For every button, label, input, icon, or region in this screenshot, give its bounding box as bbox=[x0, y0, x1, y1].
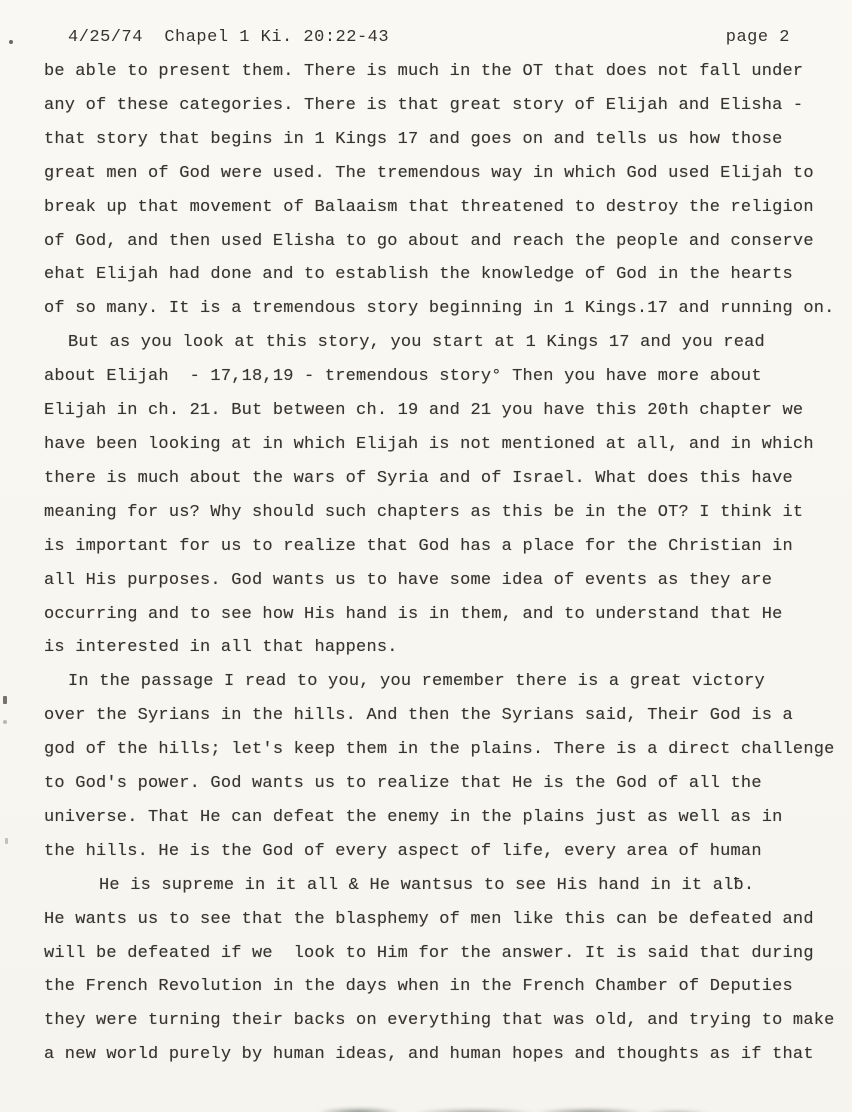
page-number: page 2 bbox=[725, 28, 790, 47]
text-line: they were turning their backs on everything that was old, and trying to make bbox=[44, 1011, 835, 1031]
text-line: all His purposes. God wants us to have some idea of events as they are bbox=[44, 570, 773, 590]
text-line: there is much about the wars of Syria and of Israel. What does this have bbox=[44, 468, 793, 488]
stray-ink-dot bbox=[9, 40, 13, 44]
text-line: great men of God were used. The tremendous way in which God used Elijah to bbox=[44, 163, 814, 183]
text-line: the French Revolution in the days when in the French Chamber of Deputies bbox=[44, 977, 793, 997]
text-line: a new world purely by human ideas, and human hopes and thoughts as if that bbox=[44, 1045, 814, 1065]
text-line: He wants us to see that the blasphemy of men like this can be defeated and bbox=[44, 909, 814, 929]
text-line: of God, and then used Elisha to go about and reach the people and conserve bbox=[44, 231, 814, 251]
text-line: will be defeated if we look to Him for the answer. It is said that during bbox=[44, 943, 814, 963]
text-line: have been looking at in which Elijah is not mentioned at all, and in which bbox=[44, 434, 814, 454]
text-line: is important for us to realize that God has a place for the Christian in bbox=[44, 536, 793, 556]
text-line: meaning for us? Why should such chapters as this be in the OT? I think it bbox=[44, 502, 804, 522]
text-line: to God's power. God wants us to realize that He is the God of all the bbox=[44, 774, 762, 794]
margin-ink-tick bbox=[3, 696, 7, 704]
text-line: that story that begins in 1 Kings 17 and goes on and tells us how those bbox=[44, 129, 783, 149]
text-line: break up that movement of Balaaism that threatened to destroy the religion bbox=[44, 197, 814, 217]
margin-ink-dot bbox=[3, 720, 7, 724]
page-header bbox=[68, 28, 790, 47]
text-line: is interested in all that happens. bbox=[44, 638, 398, 658]
scan-smudge bbox=[282, 1100, 710, 1112]
text-line-paragraph-start: He is supreme in it all & He wantsus to see His hand in it alƀ. bbox=[99, 875, 755, 895]
text-line: any of these categories. There is that great story of Elijah and Elisha - bbox=[44, 95, 804, 115]
text-line: be able to present them. There is much in the OT that does not fall under bbox=[44, 62, 804, 81]
header-date-title: 4/25/74 Chapel 1 Ki. 20:22-43 bbox=[68, 28, 390, 47]
document-body bbox=[44, 55, 844, 1072]
text-line: of so many. It is a tremendous story beginning in 1 Kings.17 and running on. bbox=[44, 299, 835, 319]
margin-ink-tick-2 bbox=[5, 838, 8, 844]
text-line: over the Syrians in the hills. And then the Syrians said, Their God is a bbox=[44, 706, 793, 726]
text-line: the hills. He is the God of every aspect of life, every area of human bbox=[44, 841, 762, 861]
text-line: ehat Elijah had done and to establish the knowledge of God in the hearts bbox=[44, 265, 793, 285]
text-line: about Elijah - 17,18,19 - tremendous story° Then you have more about bbox=[44, 367, 762, 387]
text-line: Elijah in ch. 21. But between ch. 19 and 21 you have this 20th chapter we bbox=[44, 401, 804, 421]
text-line: occurring and to see how His hand is in them, and to understand that He bbox=[44, 604, 783, 624]
text-line: universe. That He can defeat the enemy in the plains just as well as in bbox=[44, 807, 783, 827]
text-line: god of the hills; let's keep them in the plains. There is a direct challenge bbox=[44, 740, 835, 760]
text-line-paragraph-start: In the passage I read to you, you remember there is a great victory bbox=[68, 672, 765, 692]
text-line-paragraph-start: But as you look at this story, you start at 1 Kings 17 and you read bbox=[68, 333, 765, 353]
